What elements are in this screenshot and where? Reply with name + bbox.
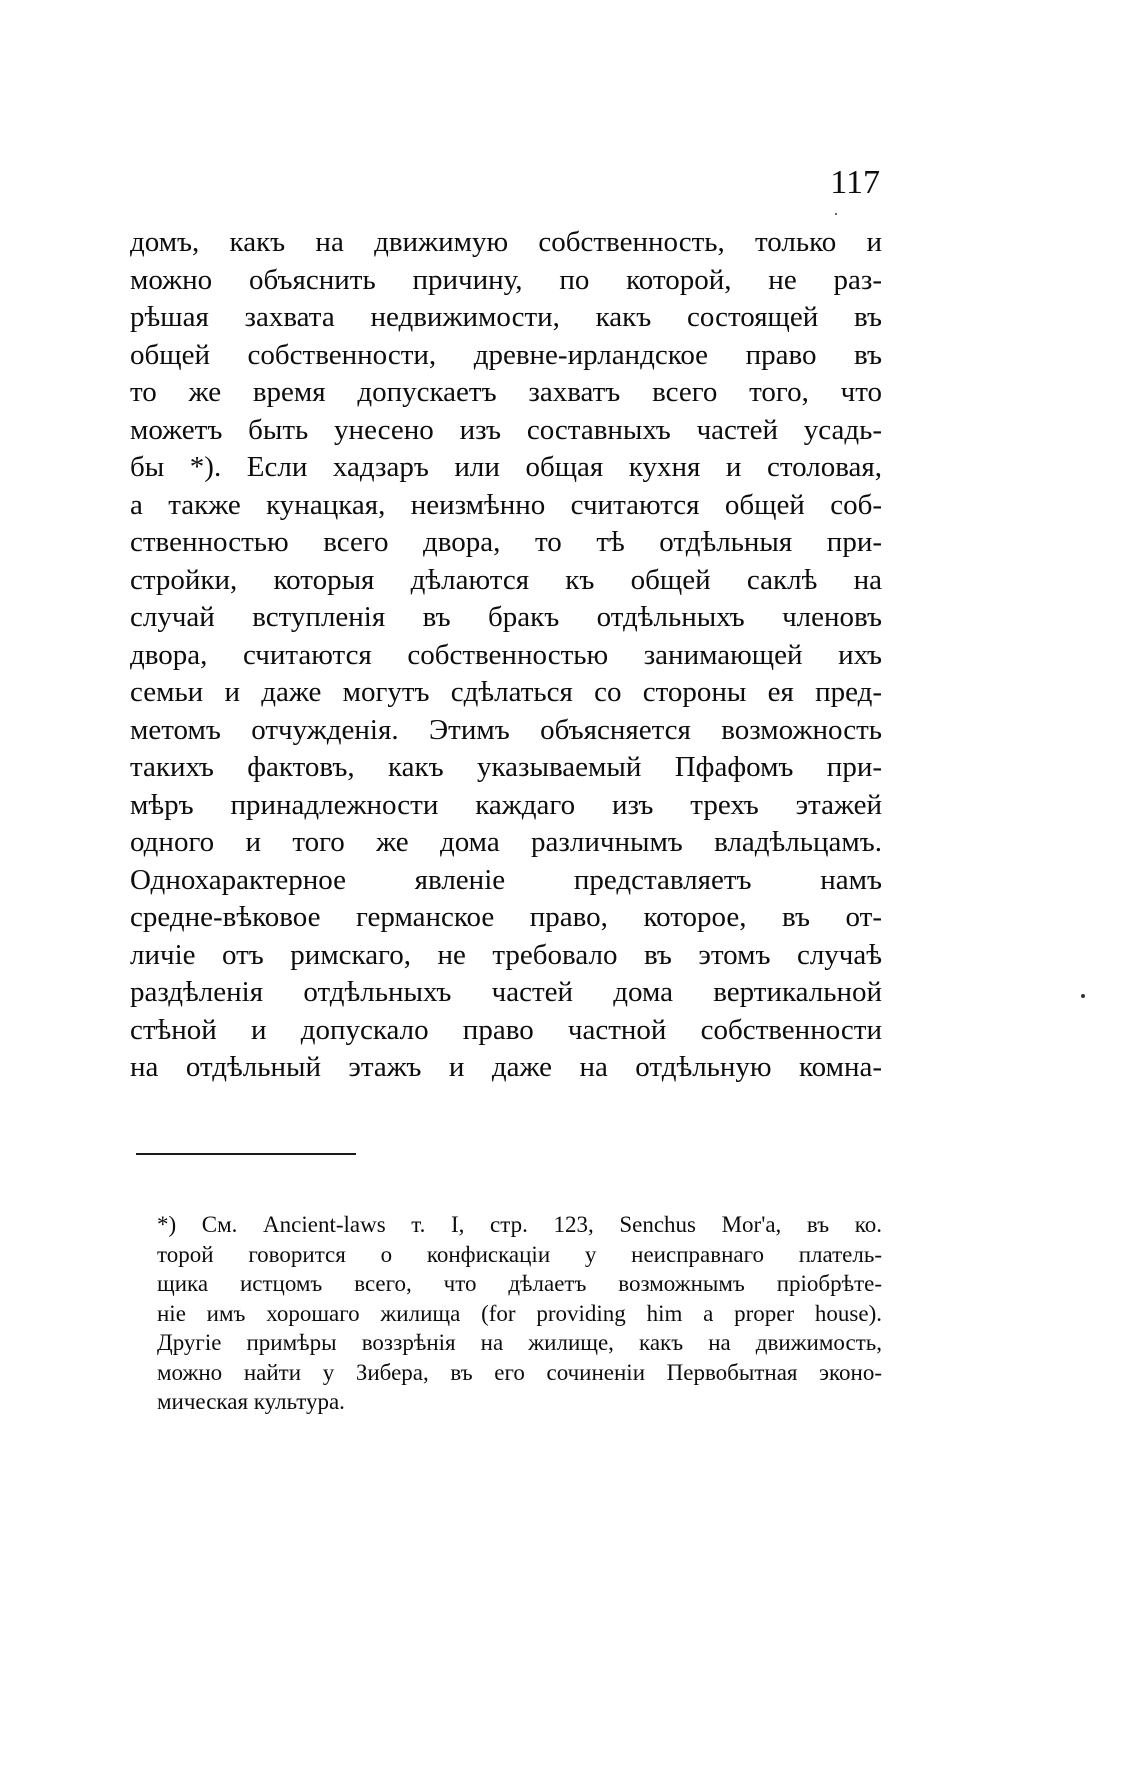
text-line: семьи и даже могутъ сдѣлаться со стороны ея пред-: [130, 676, 882, 708]
text-line: общей собственности, древне-ирландское право въ: [130, 338, 882, 371]
footnote-rule: [136, 1153, 356, 1155]
footnote-line: щика истцомъ всего, что дѣлаетъ возможнымъ пріобрѣте-: [157, 1271, 882, 1296]
text-line: ственностью всего двора, то тѣ отдѣльныя при-: [130, 526, 882, 558]
text-line: домъ, какъ на движимую собственность, только и: [130, 226, 882, 258]
main-text: [130, 224, 882, 1087]
footnote-line: можно найти у Зибера, въ его сочиненіи Первобытная эконо-: [157, 1359, 882, 1385]
text-line: средне-вѣковое германское право, которое, въ от-: [130, 901, 882, 933]
footnote-line: Другіе примѣры воззрѣнія на жилище, какъ на движимость,: [157, 1330, 882, 1355]
text-line: случай вступленія въ бракъ отдѣльныхъ членовъ: [130, 601, 882, 633]
text-line: а также кунацкая, неизмѣнно считаются общей соб-: [130, 488, 882, 521]
footnote-line: мическая культура.: [157, 1389, 345, 1414]
scan-speck: [1081, 994, 1085, 998]
footnote-line: *) См. Ancient-laws т. I, стр. 123, Senchus Mor'a, въ ко.: [157, 1212, 882, 1237]
text-line: двора, считаются собственностью занимающей ихъ: [130, 638, 882, 671]
scan-speck: [835, 213, 837, 215]
text-line: можно объяснить причину, по которой, не раз-: [130, 263, 882, 296]
text-line: одного и того же дома различнымъ владѣльцамъ.: [130, 826, 882, 858]
footnote-line: торой говорится о конфискаціи у неисправнаго платель-: [157, 1241, 882, 1267]
text-line: стѣной и допускало право частной собственности: [130, 1013, 882, 1046]
text-line: можетъ быть унесено изъ составныхъ частей усадь-: [130, 413, 882, 446]
text-line: раздѣленія отдѣльныхъ частей дома вертикальной: [130, 976, 882, 1008]
footnote-line: ніе имъ хорошаго жилища (for providing him a proper house).: [157, 1300, 882, 1326]
text-line: то же время допускаетъ захватъ всего того, что: [130, 376, 882, 408]
text-line: мѣръ принадлежности каждаго изъ трехъ этажей: [130, 788, 882, 821]
text-line: стройки, которыя дѣлаются къ общей саклѣ на: [130, 563, 882, 596]
text-line: метомъ отчужденія. Этимъ объясняется возможность: [130, 713, 882, 746]
text-line: Однохарактерное явленіе представляетъ намъ: [130, 863, 882, 896]
text-line: бы *). Если хадзаръ или общая кухня и столовая,: [130, 451, 882, 483]
page-number: 117: [830, 164, 880, 201]
text-line: рѣшая захвата недвижимости, какъ состоящей въ: [130, 301, 882, 333]
text-line: личіе отъ римскаго, не требовало въ этомъ случаѣ: [130, 938, 882, 971]
text-line: на отдѣльный этажъ и даже на отдѣльную комна-: [130, 1051, 882, 1083]
text-line: такихъ фактовъ, какъ указываемый Пфафомъ при-: [130, 751, 882, 783]
footnote: [157, 1210, 882, 1417]
